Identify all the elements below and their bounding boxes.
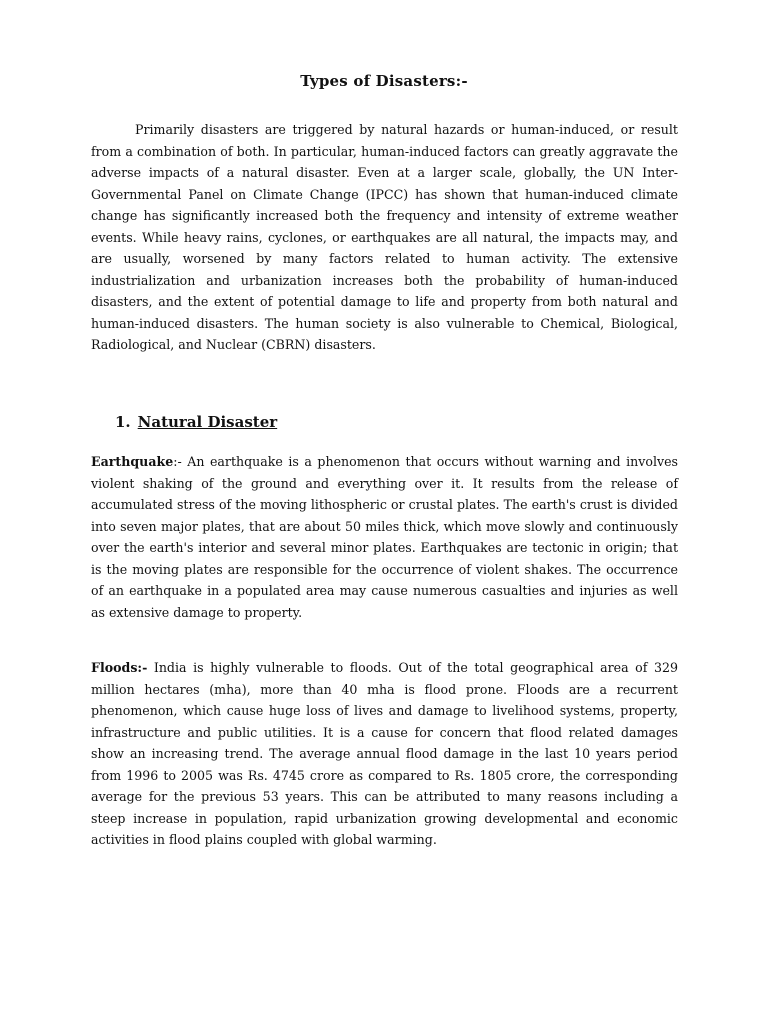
section-number: 1. <box>115 413 131 431</box>
earthquake-paragraph <box>91 451 678 623</box>
page-title: Types of Disasters:- <box>300 72 468 90</box>
earthquake-text: :- An earthquake is a phenomenon that occurs without warning and involves violent shaking of the ground and everything over it. It results from the release of accumulated stress of the moving lithospheric or crustal plates. The earth's crust is divided into seven major plates, that are about 50 miles thick, which move slowly and continuously over the earth's interior and several minor plates. Earthquakes are tectonic in origin; that is the moving plates are responsible for the occurrence of violent shakes. The occurrence of an earthquake in a populated area may cause numerous casualties and injuries as well as extensive damage to property. <box>91 454 678 620</box>
floods-text: India is highly vulnerable to floods. Out of the total geographical area of 329 million hectares (mha), more than 40 mha is flood prone. Floods are a recurrent phenomenon, which cause huge loss of lives and damage to livelihood systems, property, infrastructure and public utilities. It is a cause for concern that flood related damages show an increasing trend. The average annual flood damage in the last 10 years period from 1996 to 2005 was Rs. 4745 crore as compared to Rs. 1805 crore, the corresponding average for the previous 53 years. This can be attributed to many reasons including a steep increase in population, rapid urbanization growing developmental and economic activities in flood plains coupled with global warming. <box>91 660 678 847</box>
floods-term: Floods:- <box>91 660 148 675</box>
earthquake-term: Earthquake <box>91 454 174 469</box>
floods-paragraph <box>91 657 678 851</box>
intro-paragraph: Primarily disasters are triggered by natural hazards or human-induced, or result from a combination of both. In particular, human-induced factors can greatly aggravate the adverse impacts of a natural disaster. Even at a larger scale, globally, the UN Inter-Governmental Panel on Climate Change (IPCC) has shown that human-induced climate change has significantly increased both the frequency and intensity of extreme weather events. While heavy rains, cyclones, or earthquakes are all natural, the impacts may, and are usually, worsened by many factors related to human activity. The extensive industrialization and urbanization increases both the probability of human-induced disasters, and the extent of potential damage to life and property from both natural and human-induced disasters. The human society is also vulnerable to Chemical, Biological, Radiological, and Nuclear (CBRN) disasters. <box>91 122 678 352</box>
section-heading-label: Natural Disaster <box>137 413 278 431</box>
section-heading <box>115 413 277 431</box>
